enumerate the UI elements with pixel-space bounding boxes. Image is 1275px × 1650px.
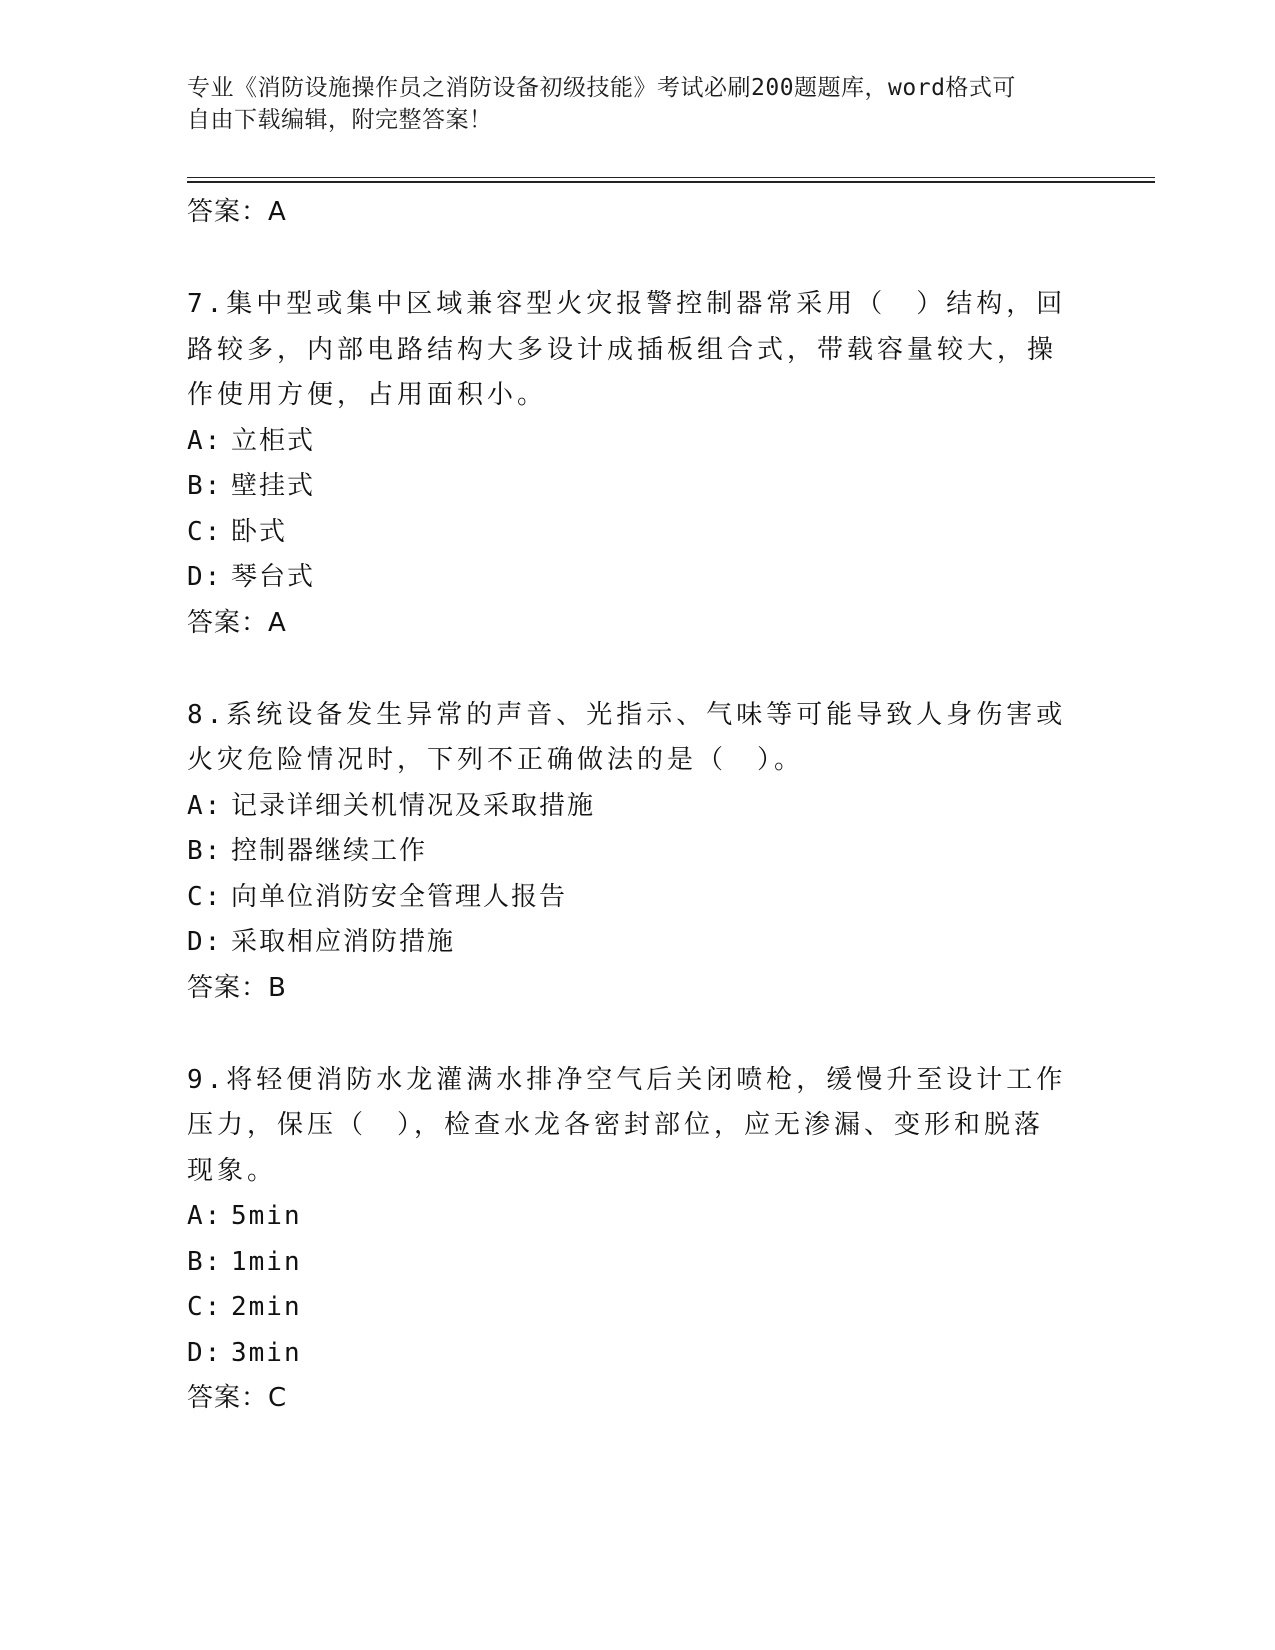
header-line-1: 专业《消防设施操作员之消防设备初级技能》考试必刷200题题库，word格式可: [187, 75, 1016, 101]
option-text: 5min: [231, 1201, 302, 1231]
option-b: [187, 464, 1067, 510]
option-text: 卧式: [231, 516, 288, 547]
option-c: [187, 875, 1067, 921]
option-a: [187, 1194, 1067, 1240]
option-text: 控制器继续工作: [231, 836, 428, 866]
option-letter: A:: [187, 1201, 223, 1231]
option-c: [187, 1285, 1067, 1331]
option-d: [187, 1331, 1067, 1377]
option-letter: B:: [187, 471, 223, 501]
option-b: [187, 1240, 1067, 1286]
answer-line: 答案：B: [187, 972, 287, 1003]
question-list: [187, 190, 1067, 1468]
question-8: [187, 693, 1067, 1010]
option-letter: C:: [187, 516, 223, 547]
question-9: [187, 1058, 1067, 1421]
answer-line: 答案：C: [187, 1383, 288, 1413]
option-letter: B:: [187, 836, 223, 866]
question-text: 7.集中型或集中区域兼容型火灾报警控制器常采用（ ）结构，回路较多，内部电路结构大多设计成插板组合式，带载容量较大，操作使用方便，占用面积小。: [187, 289, 1067, 410]
header-divider-thin: [187, 177, 1155, 178]
option-c: [187, 510, 1067, 556]
option-letter: C:: [187, 881, 223, 912]
option-text: 向单位消防安全管理人报告: [231, 881, 568, 912]
option-text: 壁挂式: [231, 471, 316, 501]
option-a: [187, 419, 1067, 465]
option-a: [187, 784, 1067, 830]
option-letter: D:: [187, 927, 223, 957]
answer-line: 答案：A: [187, 197, 287, 227]
option-text: 采取相应消防措施: [231, 927, 456, 957]
option-letter: D:: [187, 562, 223, 592]
option-text: 1min: [231, 1246, 302, 1277]
question-7: [187, 282, 1067, 645]
option-b: [187, 829, 1067, 875]
question-text: 9.将轻便消防水龙灌满水排净空气后关闭喷枪，缓慢升至设计工作压力，保压（ ），检查水龙各密封部位，应无渗漏、变形和脱落现象。: [187, 1064, 1067, 1186]
option-letter: C:: [187, 1292, 223, 1322]
option-text: 2min: [231, 1292, 302, 1322]
option-d: [187, 920, 1067, 966]
header-line-2: 自由下载编辑，附完整答案！: [187, 107, 493, 133]
question-text: 8.系统设备发生异常的声音、光指示、气味等可能导致人身伤害或火灾危险情况时，下列不正确做法的是（ ）。: [187, 699, 1067, 775]
option-text: 记录详细关机情况及采取措施: [231, 790, 596, 821]
option-text: 立柜式: [231, 425, 316, 456]
answer-line: 答案：A: [187, 607, 287, 638]
option-text: 琴台式: [231, 562, 316, 592]
option-letter: B:: [187, 1246, 223, 1277]
option-letter: A:: [187, 425, 223, 456]
option-text: 3min: [231, 1337, 302, 1368]
option-d: [187, 555, 1067, 601]
header-divider-thick: [187, 181, 1155, 183]
document-header: [187, 72, 1057, 136]
option-letter: D:: [187, 1337, 223, 1368]
option-letter: A:: [187, 790, 223, 821]
